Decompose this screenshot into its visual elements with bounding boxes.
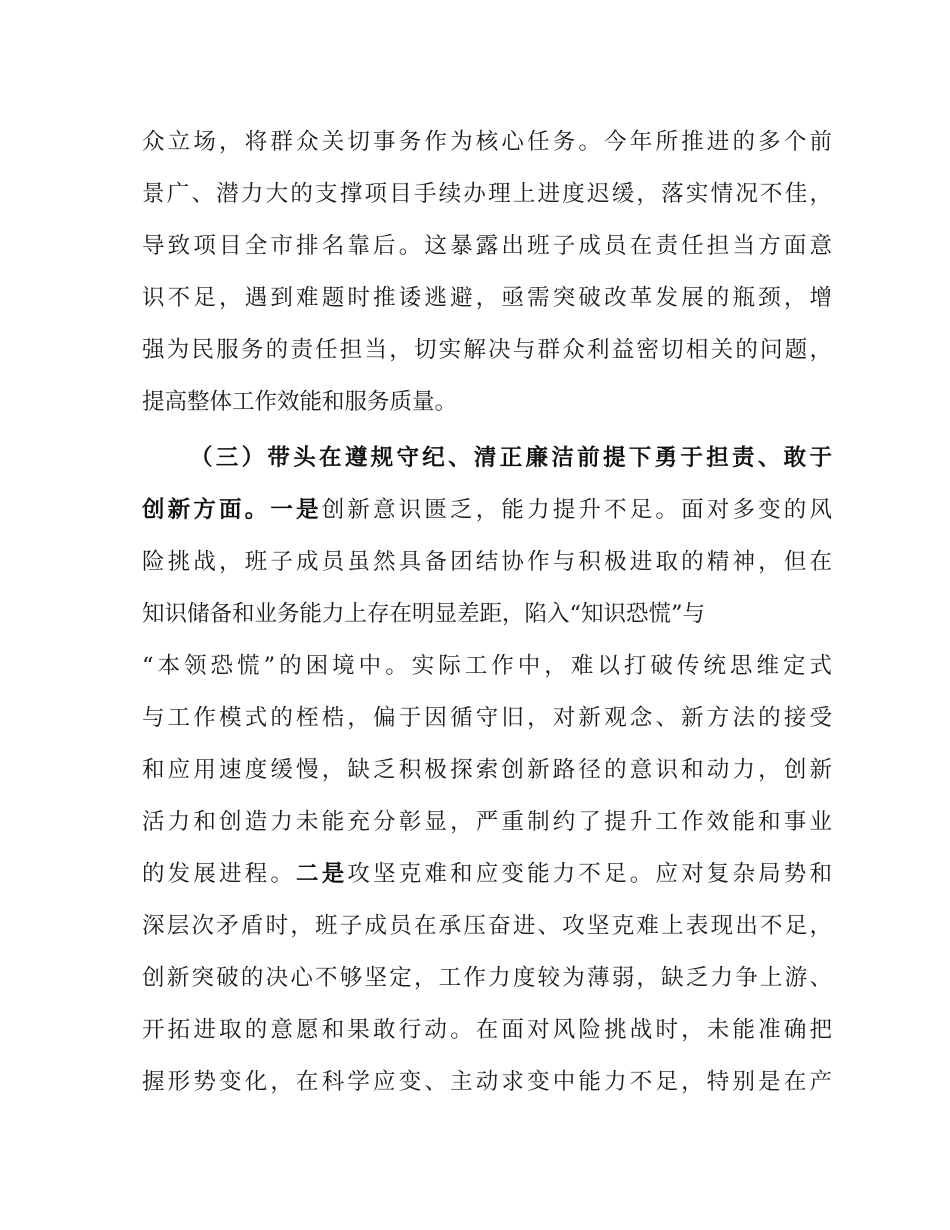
text-line: 与工作模式的桎梏，偏于因循守旧，对新观念、新方法的接受 bbox=[142, 705, 832, 731]
section-heading-tail: 创新方面。 bbox=[142, 497, 271, 523]
text-line: 创新突破的决心不够坚定，工作力度较为薄弱，缺乏力争上游、 bbox=[142, 965, 832, 991]
text-line: 活力和创造力未能充分彰显，严重制约了提升工作效能和事业 bbox=[142, 809, 832, 835]
text-line: 强为民服务的责任担当，切实解决与群众利益密切相关的问题， bbox=[142, 337, 832, 363]
point-two-label: 二是 bbox=[296, 861, 348, 887]
section-heading-continued bbox=[142, 484, 832, 536]
text-line: 提高整体工作效能和服务质量。 bbox=[142, 389, 458, 415]
text-fragment: 的发展进程。 bbox=[142, 861, 297, 887]
text-line: “本领恐慌”的困境中。实际工作中，难以打破传统思维定式 bbox=[142, 653, 832, 679]
point-one-text: 创新意识匮乏，能力提升不足。面对多变的风 bbox=[321, 497, 832, 523]
text-line: 识不足，遇到难题时推诿逃避，亟需突破改革发展的瓶颈，增 bbox=[142, 285, 832, 311]
point-one-label: 一是 bbox=[270, 497, 322, 523]
text-line: 深层次矛盾时，班子成员在承压奋进、攻坚克难上表现出不足， bbox=[142, 913, 832, 939]
text-line: 众立场，将群众关切事务作为核心任务。今年所推进的多个前 bbox=[142, 129, 832, 155]
text-line-point-two bbox=[142, 848, 832, 900]
text-line: 导致项目全市排名靠后。这暴露出班子成员在责任担当方面意 bbox=[142, 233, 832, 259]
text-line: 景广、潜力大的支撑项目手续办理上进度迟缓，落实情况不佳， bbox=[142, 181, 832, 207]
point-two-text: 攻坚克难和应变能力不足。应对复杂局势和 bbox=[347, 861, 832, 887]
text-line: 知识储备和业务能力上存在明显差距，陷入“知识恐慌”与 bbox=[142, 601, 706, 627]
section-heading: （三）带头在遵规守纪、清正廉洁前提下勇于担责、敢于 bbox=[190, 445, 832, 471]
text-line: 和应用速度缓慢，缺乏积极探索创新路径的意识和动力，创新 bbox=[142, 757, 832, 783]
text-line: 险挑战，班子成员虽然具备团结协作与积极进取的精神，但在 bbox=[142, 549, 832, 575]
text-line: 开拓进取的意愿和果敢行动。在面对风险挑战时，未能准确把 bbox=[142, 1017, 832, 1043]
text-line: 握形势变化，在科学应变、主动求变中能力不足，特别是在产 bbox=[142, 1069, 832, 1095]
